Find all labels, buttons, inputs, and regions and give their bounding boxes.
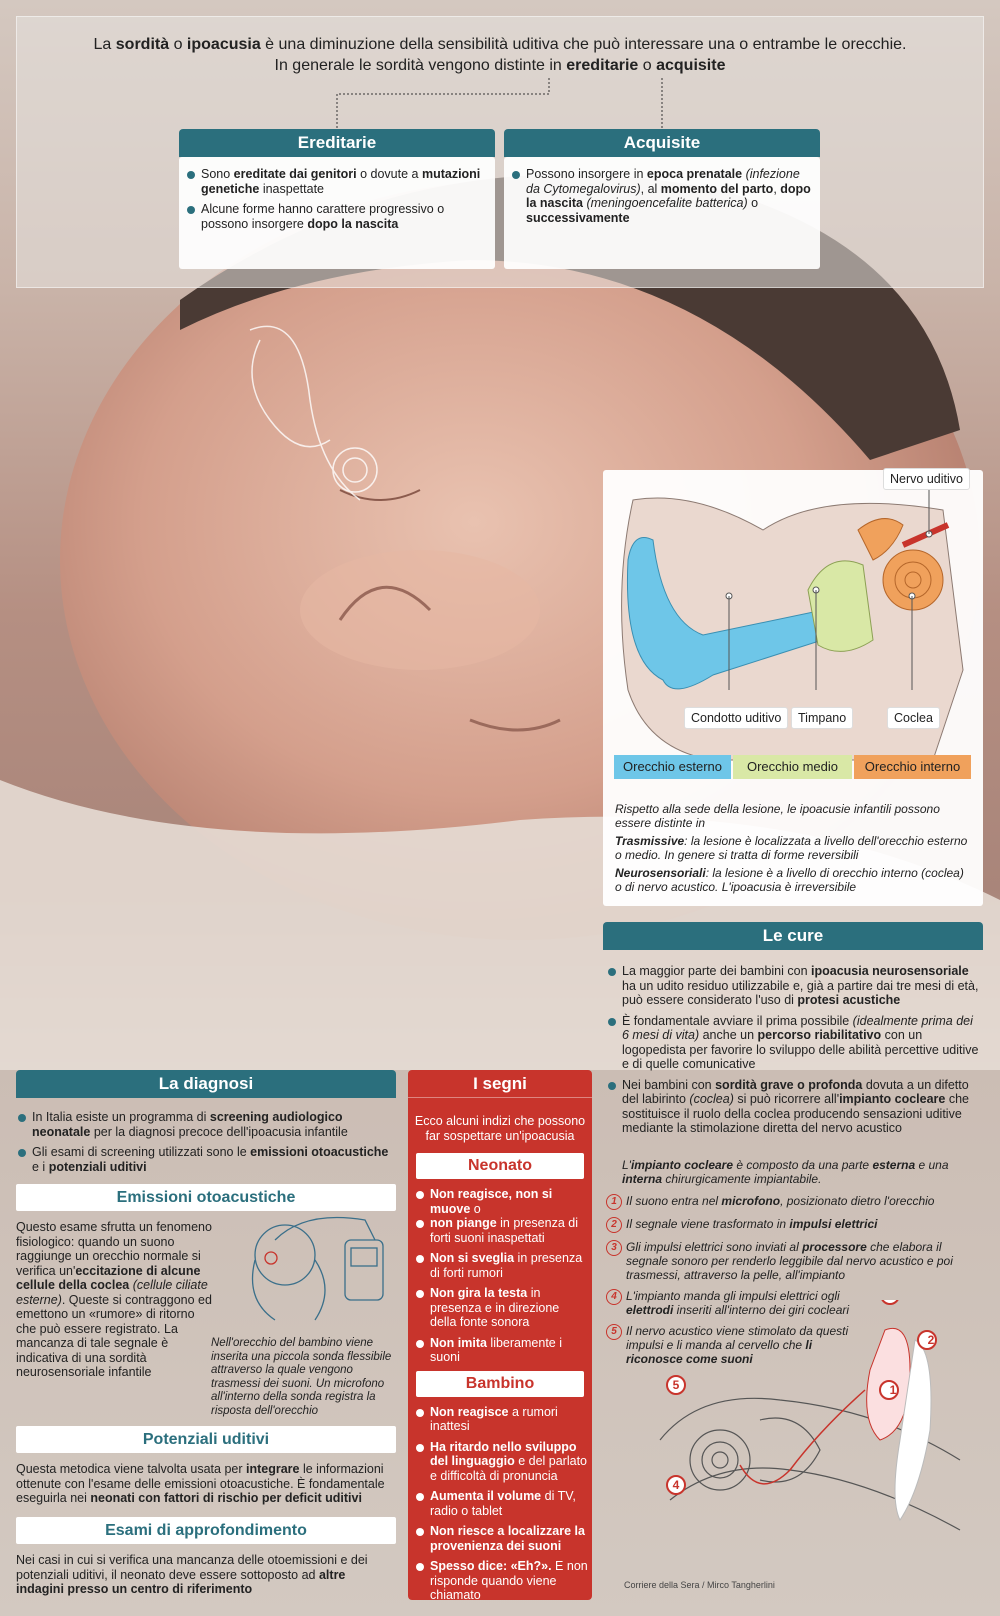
ereditarie-item-1: Sono ereditate dai genitori o dovute a mutazioni genetiche inaspettate bbox=[185, 167, 487, 196]
esami-text: Nei casi in cui si verifica una mancanza delle otoemissioni e dei potenziali uditivi, il neonato deve essere sottoposto ad altre indagini presso un centro di riferimento bbox=[16, 1553, 368, 1596]
credit: Corriere della Sera / Mirco Tangherlini bbox=[624, 1580, 775, 1590]
cure-item-3: Nei bambini con sordità grave o profonda dovuta a un difetto del labirinto (coclea) si può ricorrere all'impianto cocleare che sostituisce il ruolo della coclea producendo sensazioni uditive mediante la stimolazione diretta del nervo acustico bbox=[606, 1078, 982, 1136]
diagnosi-title: La diagnosi bbox=[16, 1070, 396, 1098]
ear-notes: Rispetto alla sede della lesione, le ipoacusie infantili possono essere distinte in Trasmissive: la lesione è localizzata a livello dell'orecchio esterno o medio. In genere si tratta di forme reversibili Neurosensoriali: la lesione è a livello di orecchio interno (coclea) o di nervo acustico. L'ipoacusia è irreversibile bbox=[615, 802, 968, 894]
middle-ear-region bbox=[808, 561, 873, 652]
diagnosi-item-2: Gli esami di screening utilizzati sono le emissioni otoacustiche e i potenziali uditivi bbox=[16, 1145, 396, 1174]
esami-title: Esami di approfondimento bbox=[16, 1517, 396, 1544]
cure-list bbox=[606, 964, 982, 1142]
cure-section bbox=[603, 922, 983, 950]
emissioni-text: Questo esame sfrutta un fenomeno fisiologico: quando un suono raggiunge un orecchio normale si verifica un'eccitazione di alcune cellule della coclea (cellule ciliate esterne). Queste si contraggono ed emettono un «rumore» di ritorno che può essere registrato. La mancanza di tale segnale è indicativa di una sordità neurosensoriale infantile bbox=[16, 1220, 212, 1379]
potenziali-text: Questa metodica viene talvolta usata per integrare le informazioni ottenute con l'esame delle emissioni otoacustiche. È fondamentale eseguirla nei neonati con fattori di rischio per deficit uditivi bbox=[16, 1462, 385, 1505]
acquisite-title: Acquisite bbox=[504, 129, 820, 157]
cure-item-1: La maggior parte dei bambini con ipoacusia neurosensoriale ha un udito residuo utilizzabile e, già a partire dai tre mesi di età, può essere considerato l'uso di protesi acustiche bbox=[606, 964, 982, 1008]
label-coclea: Coclea bbox=[887, 707, 940, 729]
impianto-intro: L'impianto cocleare è composto da una parte esterna e una interna chirurgicamente impiantabile. bbox=[622, 1158, 949, 1186]
label-condotto-uditivo: Condotto uditivo bbox=[684, 707, 788, 729]
legend-orecchio-esterno: Orecchio esterno bbox=[614, 755, 731, 779]
segni-intro: Ecco alcuni indizi che possono far sospettare un'ipoacusia bbox=[414, 1114, 586, 1143]
bambino-item-1: Non reagisce a rumori inattesi bbox=[414, 1405, 588, 1434]
emissioni-title: Emissioni otoacustiche bbox=[16, 1184, 396, 1211]
diagram-num-4: 4 bbox=[672, 1478, 680, 1492]
connector-lines bbox=[0, 0, 1000, 140]
bambino-item-5: Spesso dice: «Eh?». E non risponde quando viene chiamato bbox=[414, 1559, 588, 1603]
neonato-title: Neonato bbox=[416, 1153, 584, 1179]
legend-orecchio-interno: Orecchio interno bbox=[854, 755, 971, 779]
cure-item-2: È fondamentale avviare il prima possibile (idealmente prima dei 6 mesi di vita) anche un percorso riabilitativo con un logopedista per favorire lo sviluppo delle abilità percettive uditive e di quelle comunicative bbox=[606, 1014, 982, 1072]
impianto-step-3: 3 Gli impulsi elettrici sono inviati al processore che elabora il segnale sonoro per renderlo leggibile dal nervo acustico e poi trasmessi, attraverso la pelle, all'impianto bbox=[606, 1240, 956, 1282]
diagram-num-2: 2 bbox=[927, 1333, 935, 1347]
legend-orecchio-medio: Orecchio medio bbox=[733, 755, 852, 779]
diagram-num-1: 1 bbox=[889, 1383, 897, 1397]
neonato-item-4: Non imita liberamente i suoni bbox=[414, 1336, 588, 1365]
diagnosi-item-1: In Italia esiste un programma di screening audiologico neonatale per la diagnosi precoce dell'ipoacusia infantile bbox=[16, 1110, 396, 1139]
acquisite-box bbox=[504, 129, 820, 269]
ereditarie-box bbox=[179, 129, 495, 269]
cure-title: Le cure bbox=[603, 922, 983, 950]
diagnosi-section bbox=[16, 1070, 396, 1098]
acquisite-item: Possono insorgere in epoca prenatale (infezione da Cytomegalovirus), al momento del parto, dopo la nascita (meningoencefalite batterica) o successivamente bbox=[510, 167, 812, 225]
bambino-title: Bambino bbox=[416, 1371, 584, 1397]
segni-title: I segni bbox=[408, 1070, 592, 1098]
diagnosi-list bbox=[16, 1110, 396, 1180]
impianto-step-5: 5 Il nervo acustico viene stimolato da questi impulsi e li manda al cervello che li riconosce come suoni bbox=[606, 1324, 866, 1366]
bambino-item-2: Ha ritardo nello sviluppo del linguaggio e del parlato e difficoltà di pronuncia bbox=[414, 1440, 588, 1484]
label-timpano: Timpano bbox=[791, 707, 853, 729]
emissioni-caption: Nell'orecchio del bambino viene inserita una piccola sonda flessibile attraverso la quale vengono trasmessi dei suoni. Un microfono all'interno della sonda registra la risposta dell'orecchio bbox=[211, 1337, 392, 1417]
cochlea-region bbox=[883, 550, 943, 610]
potenziali-title: Potenziali uditivi bbox=[16, 1426, 396, 1453]
impianto-step-4: 4 L'impianto manda gli impulsi elettrici ogli elettrodi inseriti all'interno dei giri cocleari bbox=[606, 1289, 876, 1317]
neonato-item-2: Non si sveglia in presenza di forti rumori bbox=[414, 1251, 588, 1280]
bambino-item-3: Aumenta il volume di TV, radio o tablet bbox=[414, 1489, 588, 1518]
ereditarie-title: Ereditarie bbox=[179, 129, 495, 157]
neonato-item-1b: non piange in presenza di forti suoni inaspettati bbox=[414, 1216, 588, 1245]
segni-section bbox=[408, 1070, 592, 1600]
label-nervo-uditivo: Nervo uditivo bbox=[883, 468, 970, 490]
baby-probe-illustration bbox=[205, 1200, 395, 1330]
diagram-num-5: 5 bbox=[672, 1378, 680, 1392]
neonato-item-3: Non gira la testa in presenza e in direzione della fonte sonora bbox=[414, 1286, 588, 1330]
ereditarie-item-2: Alcune forme hanno carattere progressivo o possono insorgere dopo la nascita bbox=[185, 202, 487, 231]
neonato-item-1a: Non reagisce, non si muove o bbox=[414, 1187, 588, 1216]
intro-text: La sordità o ipoacusia è una diminuzione della sensibilità uditiva che può interessare una o entrambe le orecchie. In generale le sordità vengono distinte in ereditarie o acquisite bbox=[93, 36, 907, 74]
bambino-item-4: Non riesce a localizzare la provenienza dei suoni bbox=[414, 1524, 588, 1553]
impianto-step-2: 2 Il segnale viene trasformato in impulsi elettrici bbox=[606, 1217, 956, 1233]
impianto-step-1: 1 Il suono entra nel microfono, posizionato dietro l'orecchio bbox=[606, 1194, 956, 1210]
